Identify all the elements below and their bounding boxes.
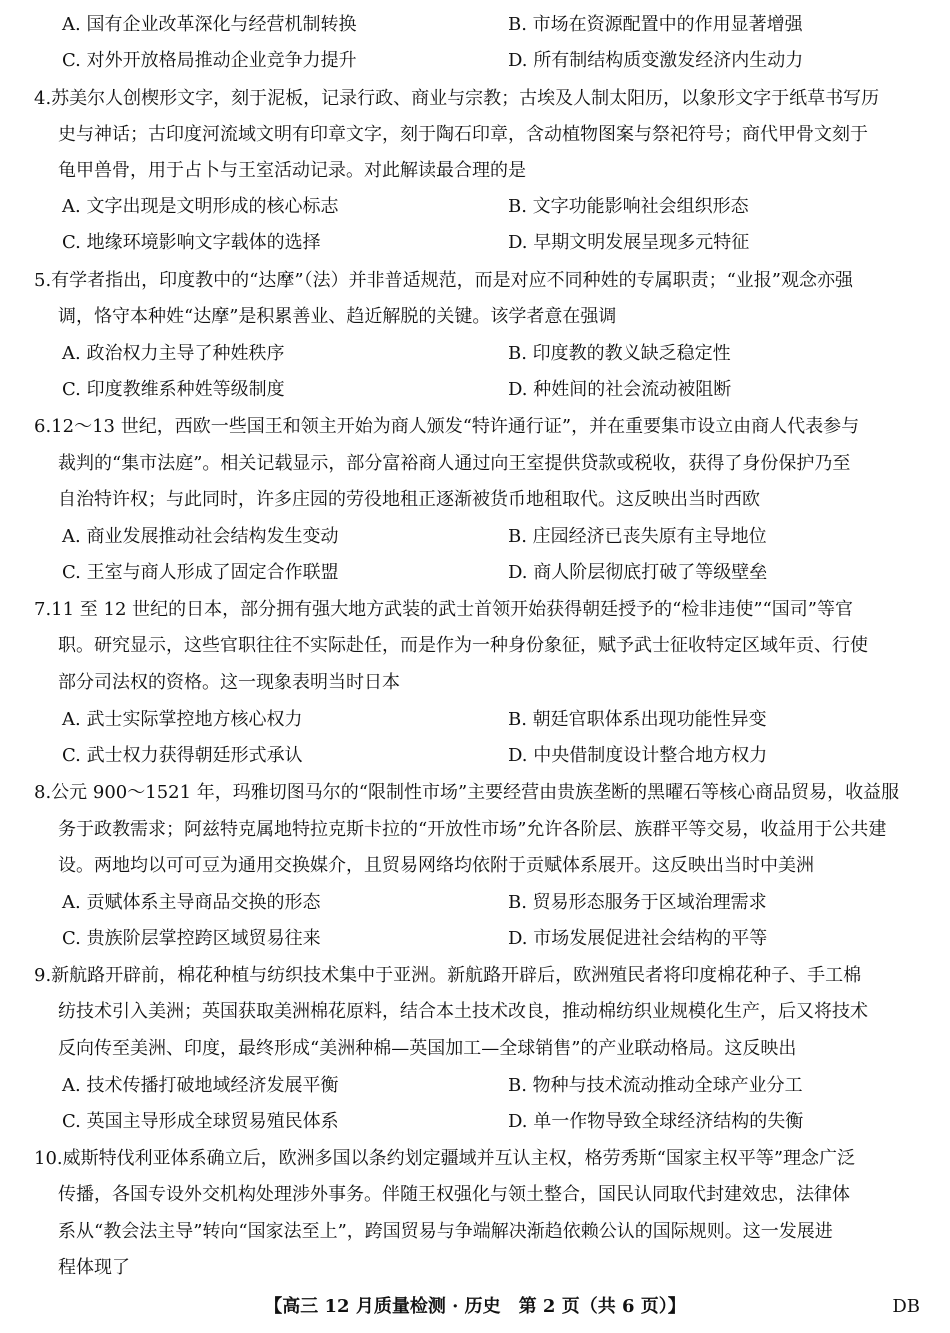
q9-stem-line: 反向传至美洲、印度，最终形成“美洲种棉—英国加工—全球销售”的产业联动格局。这反映出 bbox=[58, 1038, 797, 1059]
q5-option-b: B. 印度教的教义缺乏稳定性 bbox=[508, 343, 731, 364]
q7-option-c: C. 武士权力获得朝廷形式承认 bbox=[62, 745, 303, 766]
q5-option-d: D. 种姓间的社会流动被阻断 bbox=[508, 379, 732, 400]
q3-option-b: B. 市场在资源配置中的作用显著增强 bbox=[508, 14, 803, 35]
q10-stem-line: 10.威斯特伐利亚体系确立后，欧洲多国以条约划定疆域并互认主权，格劳秀斯“国家主权平等”理念广泛 bbox=[34, 1148, 856, 1169]
q7-option-d: D. 中央借制度设计整合地方权力 bbox=[508, 745, 768, 766]
q3-option-a: A. 国有企业改革深化与经营机制转换 bbox=[62, 14, 357, 35]
q10-stem-line: 系从“教会法主导”转向“国家法至上”，跨国贸易与争端解决渐趋依赖公认的国际规则。这一发展进 bbox=[58, 1221, 833, 1242]
q4-option-a: A. 文字出现是文明形成的核心标志 bbox=[62, 196, 339, 217]
q4-option-d: D. 早期文明发展呈现多元特征 bbox=[508, 232, 750, 253]
page-footer: 【高三 12 月质量检测 · 历史 第 2 页（共 6 页）】 bbox=[264, 1296, 686, 1317]
q6-stem-line: 6.12～13 世纪，西欧一些国王和领主开始为商人颁发“特许通行证”，并在重要集市设立由商人代表参与 bbox=[34, 416, 860, 437]
q9-option-a: A. 技术传播打破地域经济发展平衡 bbox=[62, 1075, 339, 1096]
q8-stem-line: 8.公元 900～1521 年，玛雅切图马尔的“限制性市场”主要经营由贵族垄断的黑曜石等核心商品贸易，收益服 bbox=[34, 782, 900, 803]
q9-stem-line: 9.新航路开辟前，棉花种植与纺织技术集中于亚洲。新航路开辟后，欧洲殖民者将印度棉花种子、手工棉 bbox=[34, 965, 862, 986]
q8-option-b: B. 贸易形态服务于区域治理需求 bbox=[508, 892, 767, 913]
q5-option-c: C. 印度教维系种姓等级制度 bbox=[62, 379, 285, 400]
q8-stem-line: 设。两地均以可可豆为通用交换媒介，且贸易网络均依附于贡赋体系展开。这反映出当时中美洲 bbox=[58, 855, 814, 876]
q4-stem-line: 4.苏美尔人创楔形文字，刻于泥板，记录行政、商业与宗教；古埃及人制太阳历，以象形文字于纸草书写历 bbox=[34, 88, 880, 109]
q3-option-d: D. 所有制结构质变激发经济内生动力 bbox=[508, 50, 804, 71]
q6-option-d: D. 商人阶层彻底打破了等级壁垒 bbox=[508, 562, 768, 583]
q9-option-d: D. 单一作物导致全球经济结构的失衡 bbox=[508, 1111, 804, 1132]
q10-stem-line: 程体现了 bbox=[58, 1257, 130, 1278]
q5-option-a: A. 政治权力主导了种姓秩序 bbox=[62, 343, 285, 364]
q7-stem-line: 部分司法权的资格。这一现象表明当时日本 bbox=[58, 672, 400, 693]
q6-option-b: B. 庄园经济已丧失原有主导地位 bbox=[508, 526, 767, 547]
q8-option-a: A. 贡赋体系主导商品交换的形态 bbox=[62, 892, 321, 913]
q3-option-c: C. 对外开放格局推动企业竞争力提升 bbox=[62, 50, 357, 71]
q4-option-b: B. 文字功能影响社会组织形态 bbox=[508, 196, 749, 217]
q8-stem-line: 务于政教需求；阿兹特克属地特拉克斯卡拉的“开放性市场”允许各阶层、族群平等交易，收益用于公共建 bbox=[58, 819, 887, 840]
q7-stem-line: 7.11 至 12 世纪的日本，部分拥有强大地方武装的武士首领开始获得朝廷授予的“检非违使”“国司”等官 bbox=[34, 599, 853, 620]
q6-stem-line: 自治特许权；与此同时，许多庄园的劳役地租正逐渐被货币地租取代。这反映出当时西欧 bbox=[58, 489, 760, 510]
q4-stem-line: 龟甲兽骨，用于占卜与王室活动记录。对此解读最合理的是 bbox=[58, 160, 526, 181]
q6-option-c: C. 王室与商人形成了固定合作联盟 bbox=[62, 562, 339, 583]
q9-stem-line: 纺技术引入美洲；英国获取美洲棉花原料，结合本土技术改良，推动棉纺织业规模化生产，后又将技术 bbox=[58, 1001, 868, 1022]
q4-stem-line: 史与神话；古印度河流域文明有印章文字，刻于陶石印章，含动植物图案与祭祀符号；商代甲骨文刻于 bbox=[58, 124, 868, 145]
q7-stem-line: 职。研究显示，这些官职往往不实际赴任，而是作为一种身份象征，赋予武士征收特定区域年贡、行使 bbox=[58, 635, 868, 656]
paper-code: DB bbox=[892, 1296, 920, 1317]
q10-stem-line: 传播，各国专设外交机构处理涉外事务。伴随王权强化与领土整合，国民认同取代封建效忠，法律体 bbox=[58, 1184, 850, 1205]
q6-stem-line: 裁判的“集市法庭”。相关记载显示，部分富裕商人通过向王室提供贷款或税收，获得了身份保护乃至 bbox=[58, 453, 851, 474]
q9-option-c: C. 英国主导形成全球贸易殖民体系 bbox=[62, 1111, 339, 1132]
q8-option-d: D. 市场发展促进社会结构的平等 bbox=[508, 928, 768, 949]
q8-option-c: C. 贵族阶层掌控跨区域贸易往来 bbox=[62, 928, 321, 949]
q7-option-a: A. 武士实际掌控地方核心权力 bbox=[62, 709, 303, 730]
q5-stem-line: 调，恪守本种姓“达摩”是积累善业、趋近解脱的关键。该学者意在强调 bbox=[58, 306, 617, 327]
q4-option-c: C. 地缘环境影响文字载体的选择 bbox=[62, 232, 321, 253]
q9-option-b: B. 物种与技术流动推动全球产业分工 bbox=[508, 1075, 803, 1096]
q6-option-a: A. 商业发展推动社会结构发生变动 bbox=[62, 526, 339, 547]
q5-stem-line: 5.有学者指出，印度教中的“达摩”（法）并非普适规范，而是对应不同种姓的专属职责；“业报”观念亦强 bbox=[34, 270, 853, 291]
q7-option-b: B. 朝廷官职体系出现功能性异变 bbox=[508, 709, 767, 730]
